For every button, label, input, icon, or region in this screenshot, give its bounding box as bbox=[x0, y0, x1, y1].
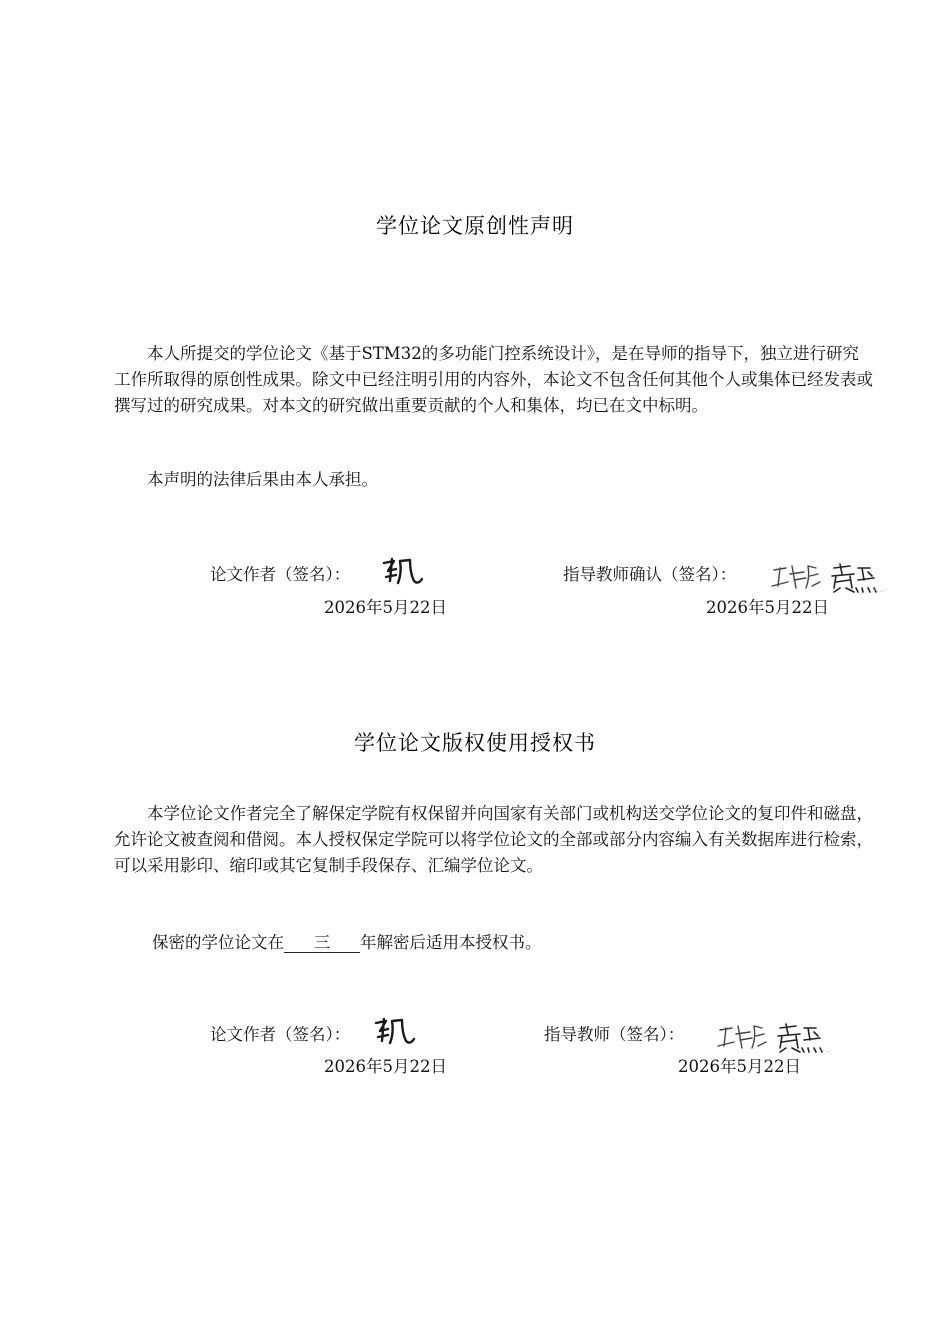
secrecy-suffix: 年解密后适用本授权书。 bbox=[360, 933, 542, 952]
secrecy-years: 三 bbox=[284, 934, 360, 953]
authorization-title: 学位论文版权使用授权书 bbox=[354, 731, 596, 755]
author-handwritten-signature bbox=[380, 555, 426, 587]
declaration-legal-paragraph: 本声明的法律后果由本人承担。 bbox=[147, 470, 378, 489]
advisor-handwritten-signature-2 bbox=[716, 1018, 836, 1056]
author-signature-label-2: 论文作者（签名）： bbox=[210, 1025, 351, 1044]
author-date-2: 2026年5月22日 bbox=[324, 1057, 447, 1076]
author-signature-label: 论文作者（签名）： bbox=[210, 565, 351, 584]
advisor-date-2: 2026年5月22日 bbox=[678, 1057, 801, 1076]
advisor-confirm-label: 指导教师确认（签名）： bbox=[563, 565, 737, 584]
advisor-handwritten-signature bbox=[770, 558, 890, 596]
secrecy-line bbox=[152, 929, 542, 953]
secrecy-prefix: 保密的学位论文在 bbox=[152, 933, 284, 952]
declaration-title: 学位论文原创性声明 bbox=[376, 214, 574, 238]
declaration-paragraph: 本人所提交的学位论文《基于STM32的多功能门控系统设计》，是在导师的指导下，独立进行研究工作所取得的原创性成果。除文中已经注明引用的内容外，本论文不包含任何其他个人或集体已经发表或撰写过的研究成果。对本文的研究做出重要贡献的个人和集体，均已在文中标明。 bbox=[114, 344, 873, 415]
authorization-paragraph: 本学位论文作者完全了解保定学院有权保留并向国家有关部门或机构送交学位论文的复印件和磁盘，允许论文被查阅和借阅。本人授权保定学院可以将学位论文的全部或部分内容编入有关数据库进行检索，可以采用影印、缩印或其它复制手段保存、汇编学位论文。 bbox=[114, 804, 873, 875]
author-date: 2026年5月22日 bbox=[324, 598, 447, 617]
advisor-date: 2026年5月22日 bbox=[706, 598, 829, 617]
author-handwritten-signature-2 bbox=[372, 1015, 418, 1047]
advisor-signature-label: 指导教师（签名）： bbox=[544, 1025, 685, 1044]
